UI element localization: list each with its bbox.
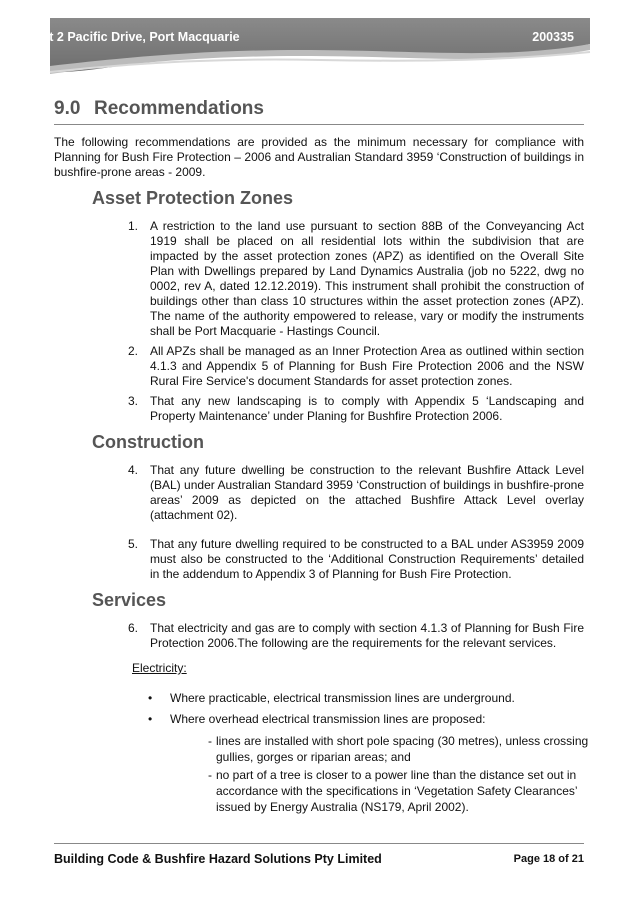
asset-protection-heading: Asset Protection Zones [92,188,294,208]
footer-divider [54,843,584,844]
dash-item: - no part of a tree is closer to a power line than the distance set out in accordance with the specifications in ‘Vegetation Safety Clearances’ issued by Energy Australia (NS179, April 2002). [208,768,578,814]
construction-heading: Construction [92,432,204,452]
list-item: 5. That any future dwelling required to be constructed to a BAL under AS3959 2009 must also be constructed to the ‘Additional Construction Requirements’ detailed in the addendum to Appendix 3 of Planning for Bush Fire Protection. [128,537,584,581]
footer-company: Building Code & Bushfire Hazard Solutions Pty Limited [54,852,382,866]
bullet-icon: • [148,691,153,705]
page-header [0,0,636,80]
list-item: 4. That any future dwelling be construction to the relevant Bushfire Attack Level (BAL) under Australian Standard 3959 ‘Construction of buildings in bushfire-prone areas’ 2009 as depicted on the attached Bushfire Attack Level overlay (attachment 02). [128,463,584,522]
services-heading: Services [92,590,167,610]
overhead-requirements-list [54,733,589,815]
list-item: 2. All APZs shall be managed as an Inner Protection Area as outlined within section 4.1.3 and Appendix 5 of Planning for Bush Fire Protection 2006 and the NSW Rural Fire Service's document Standards for asset protection zones. [128,344,584,388]
header-job-number: 200335 [532,30,574,44]
section-heading [54,98,584,125]
asset-protection-list [54,219,584,424]
footer-page-number: Page 18 of 21 [513,853,584,865]
list-item: 6. That electricity and gas are to comply with section 4.1.3 of Planning for Bush Fire Protection 2006.The following are the requirements for the relevant services. [128,621,584,650]
services-list [54,621,584,651]
page-content [54,98,589,817]
bullet-icon: • [148,712,153,726]
dash-item: - lines are installed with short pole spacing (30 metres), unless crossing gullies, gorges or riparian areas; and [208,734,589,764]
electricity-bullets [54,691,584,727]
bullet-item: • Where overhead electrical transmission lines are proposed: [148,712,486,726]
list-item: 3. That any new landscaping is to comply with Appendix 5 ‘Landscaping and Property Maintenance’ under Planing for Bushfire Protection 2006. [128,394,584,423]
bullet-item: • Where practicable, electrical transmission lines are underground. [148,691,515,705]
section-title: Recommendations [94,98,264,119]
header-project-title: Lot 2 Pacific Drive, Port Macquarie [34,30,240,44]
list-item: 1. A restriction to the land use pursuant to section 88B of the Conveyancing Act 1919 shall be placed on all residential lots within the subdivision that are impacted by the asset protection zones (APZ) as identified on the Overall Site Plan with Dwellings prepared by Land Dynamics Australia (job no 5222, dwg no 0002, rev A, dated 12.12.2019). This instrument shall prohibit the construction of buildings other than class 10 structures within the asset protection zones (APZ). The name of the authority empowered to release, vary or modify the instruments shall be Port Macquarie - Hastings Council. [128,219,584,338]
section-number: 9.0 [54,98,81,119]
intro-paragraph: The following recommendations are provided as the minimum necessary for compliance with Planning for Bush Fire Protection – 2006 and Australian Standard 3959 ‘Construction of buildings in bushfire-prone areas - 2009. [54,135,584,179]
construction-list [54,463,584,582]
electricity-label: Electricity: [132,661,187,675]
